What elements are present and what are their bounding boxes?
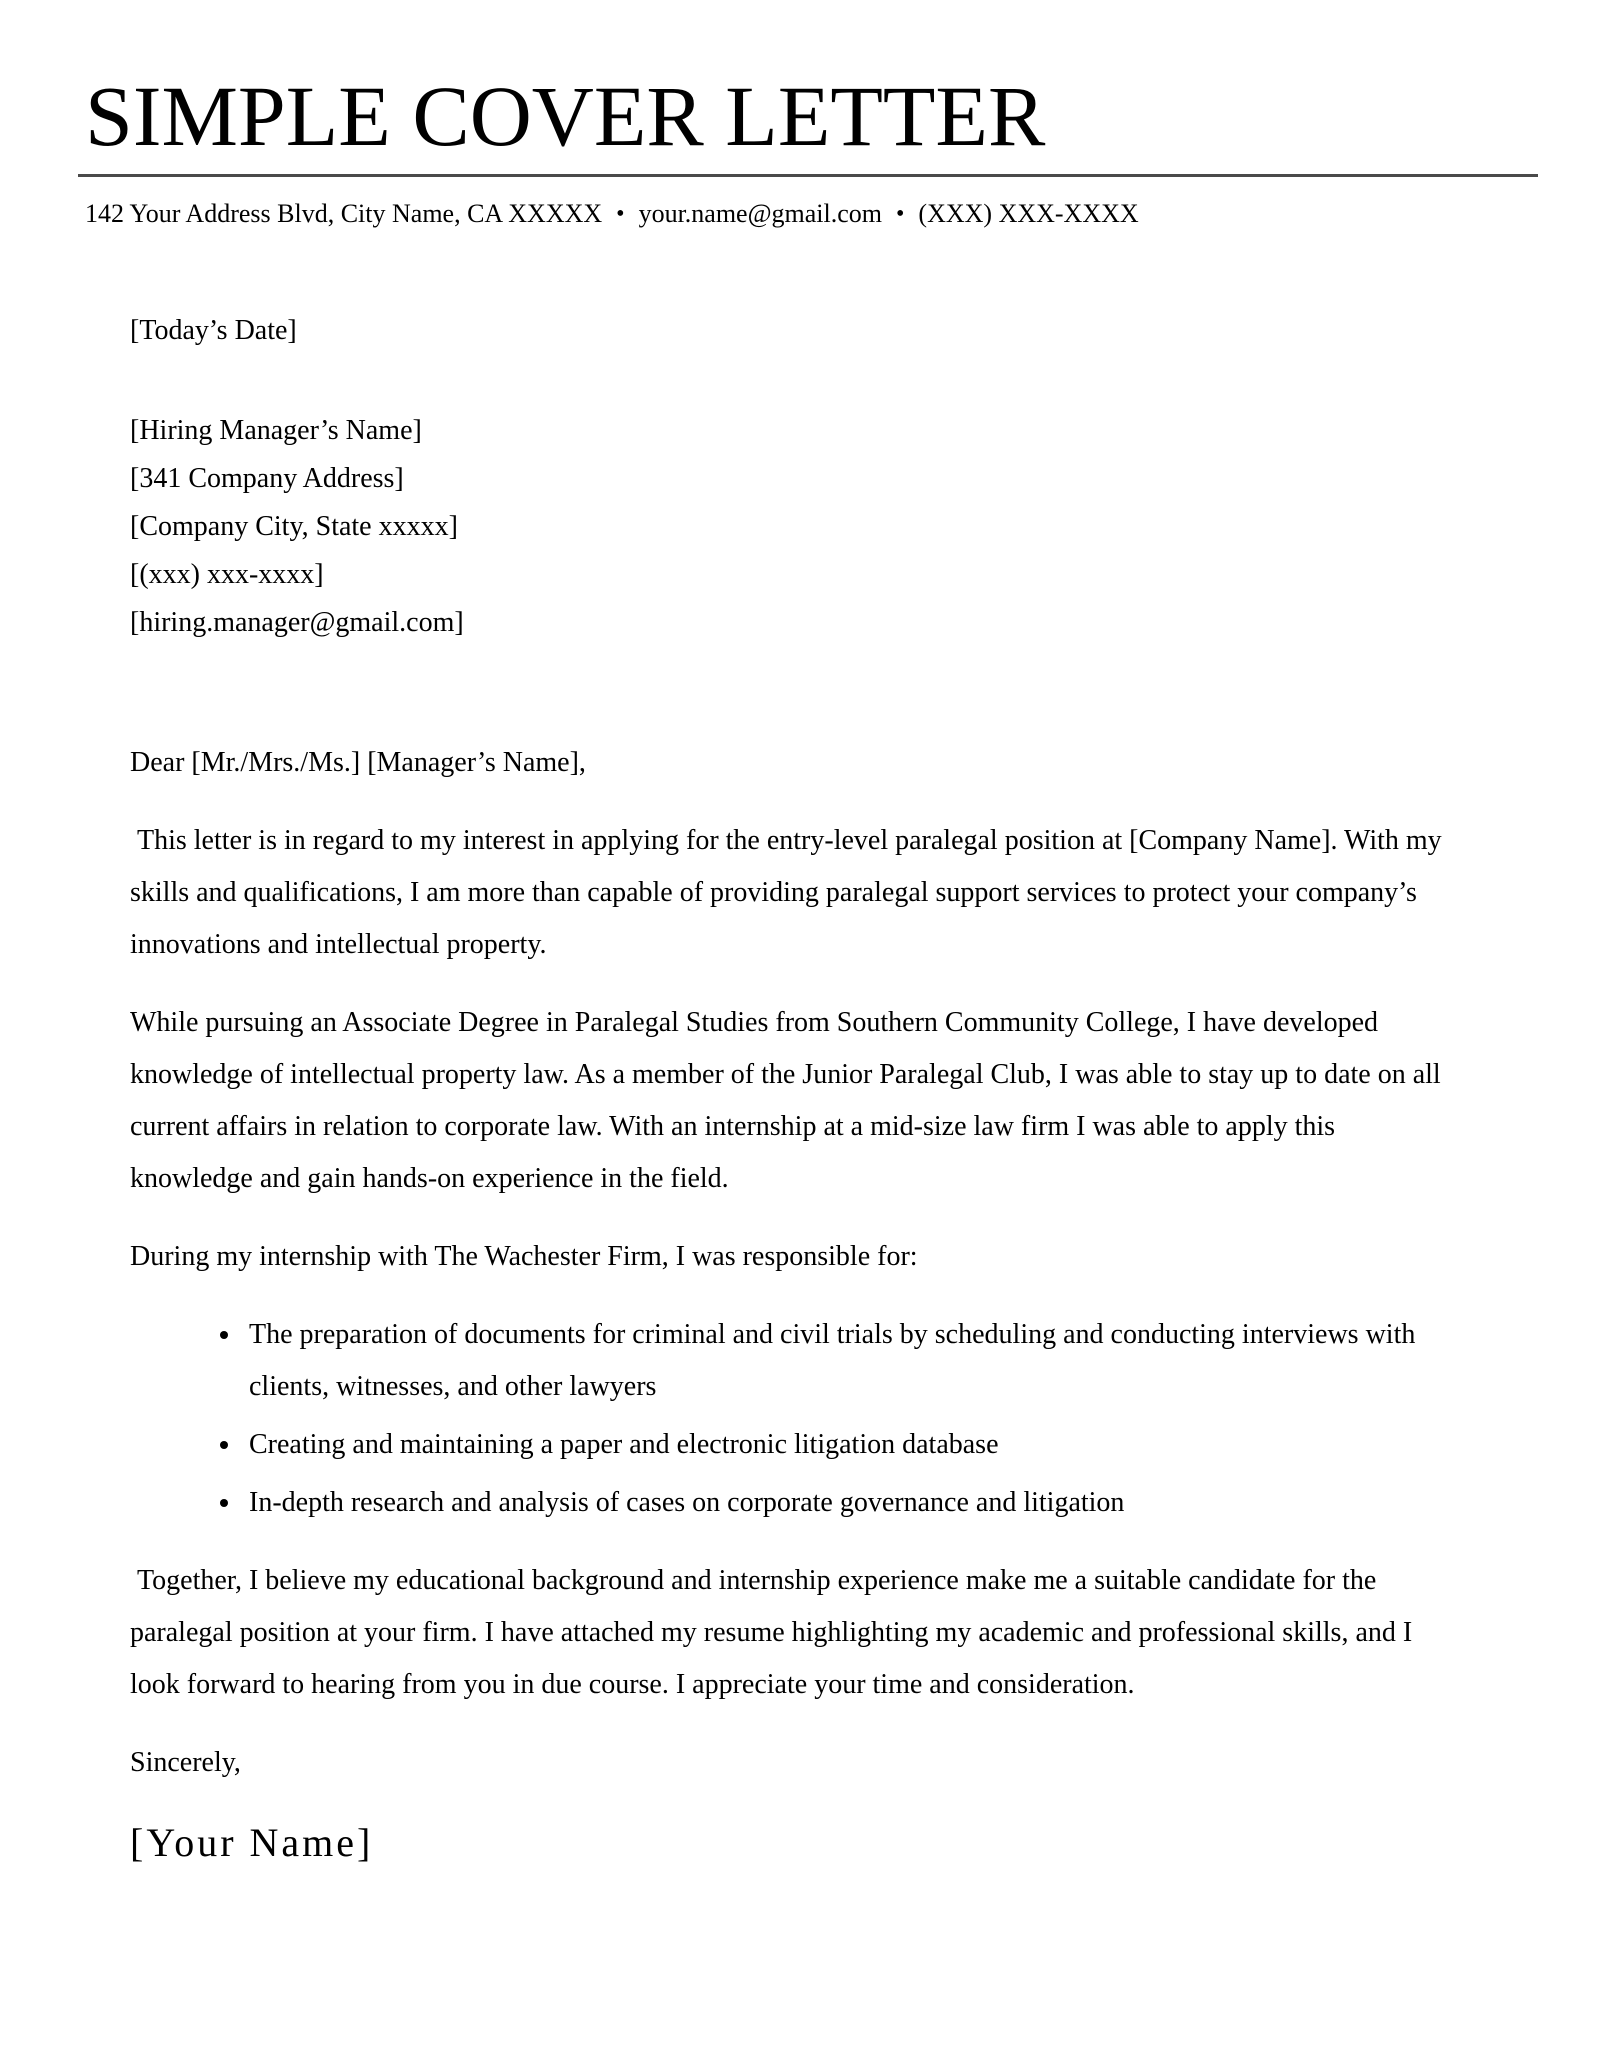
contact-phone: (XXX) XXX-XXXX [918, 199, 1139, 228]
internship-lead-in-paragraph: During my internship with The Wachester Firm, I was responsible for: [130, 1241, 918, 1272]
responsibility-item: • The preparation of documents for criminal and civil trials by scheduling and conducting interviews with clients, witnesses, and other lawyers [243, 1309, 1460, 1413]
recipient-line-name: [Hiring Manager’s Name] [130, 415, 422, 446]
recipient-line-email: [hiring.manager@gmail.com] [130, 607, 464, 638]
letter-body [130, 305, 1460, 1867]
recipient-line-phone: [(xxx) xxx-xxxx] [130, 559, 324, 590]
signature-placeholder: [Your Name] [130, 1820, 374, 1865]
responsibility-item: • In-depth research and analysis of cases on corporate governance and litigation [243, 1477, 1460, 1529]
signoff-line: Sincerely, [130, 1747, 241, 1778]
recipient-line-city-state: [Company City, State xxxxx] [130, 511, 458, 542]
education-paragraph: While pursuing an Associate Degree in Paralegal Studies from Southern Community College, I have developed knowledge of intellectual property law. As a member of the Junior Paralegal Club, I was able to stay up to date on all current affairs in relation to corporate law. With an internship at a mid-size law firm I was able to apply this knowledge and gain hands-on experience in the field. [130, 1007, 1448, 1194]
contact-separator-dot: • [896, 201, 905, 227]
date-placeholder: [Today’s Date] [130, 315, 297, 346]
title-divider-rule [78, 174, 1538, 177]
contact-email: your.name@gmail.com [638, 199, 883, 228]
recipient-line-address: [341 Company Address] [130, 463, 404, 494]
contact-separator-dot: • [616, 201, 625, 227]
intro-paragraph: This letter is in regard to my interest in applying for the entry-level paralegal position at [Company Name]. With my skills and qualifications, I am more than capable of providing paralegal support services to protect your company’s innovations and intellectual property. [130, 825, 1449, 960]
recipient-block [130, 407, 1460, 647]
document-title: SIMPLE COVER LETTER [85, 68, 1046, 164]
greeting-line: Dear [Mr./Mrs./Ms.] [Manager’s Name], [130, 747, 586, 778]
closing-paragraph: Together, I believe my educational background and internship experience make me a suitable candidate for the paralegal position at your firm. I have attached my resume highlighting my academic and professional skills, and I look forward to hearing from you in due course. I appreciate your time and consideration. [130, 1565, 1420, 1700]
responsibility-item: • Creating and maintaining a paper and electronic litigation database [243, 1419, 1460, 1471]
contact-line [85, 197, 1600, 231]
contact-address: 142 Your Address Blvd, City Name, CA XXXXX [85, 199, 603, 228]
responsibilities-list [130, 1309, 1460, 1529]
